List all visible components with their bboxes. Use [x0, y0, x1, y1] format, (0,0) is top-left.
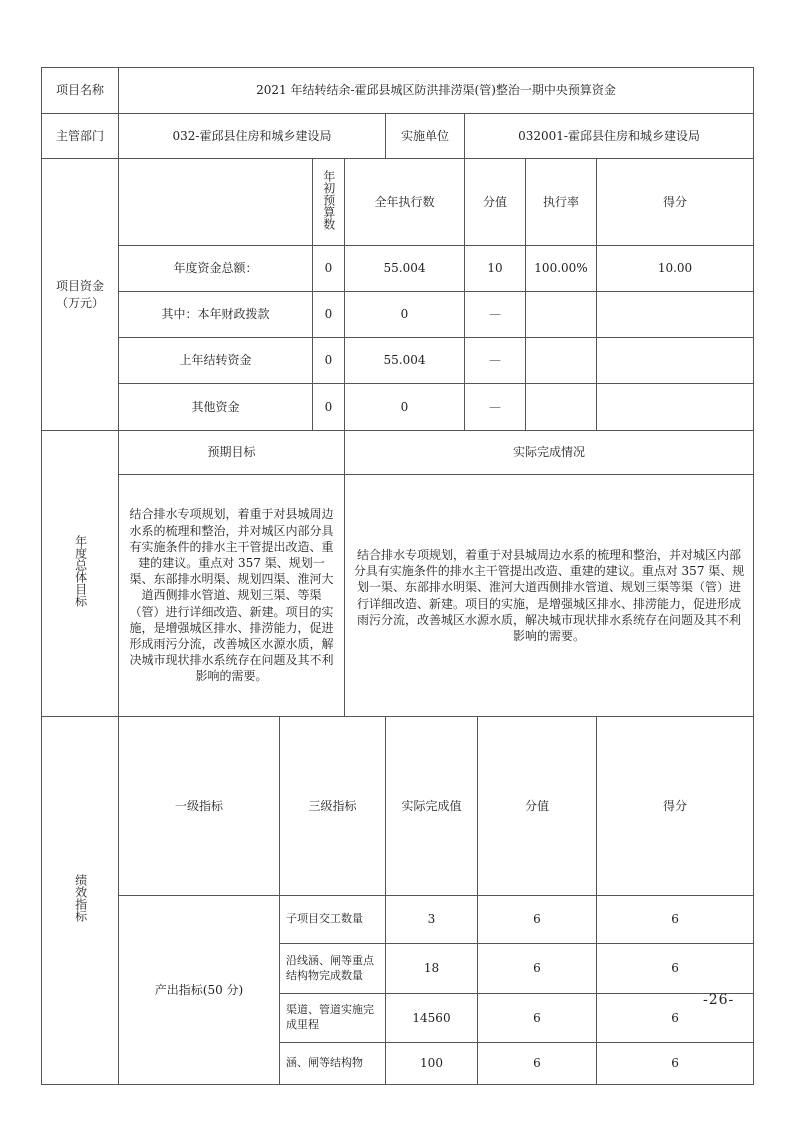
perf-header-score: 得分 — [597, 717, 754, 896]
perf-row-score-value: 6 — [478, 994, 597, 1043]
funding-row-score — [597, 338, 754, 384]
funding-row-initial-budget: 0 — [313, 292, 345, 338]
project-evaluation-table — [41, 67, 754, 1085]
funding-header-row — [42, 159, 754, 246]
perf-row-level3: 渠道、管道实施完成里程 — [280, 994, 386, 1043]
impl-value: 032001-霍邱县住房和城乡建设局 — [465, 114, 754, 159]
perf-row-score-value: 6 — [478, 944, 597, 994]
funding-section-label-line1: 项目资金 — [55, 279, 104, 294]
funding-row-score — [597, 292, 754, 338]
department-row — [42, 114, 754, 159]
page-number: -26- — [703, 992, 735, 1008]
perf-level1-value: 产出指标(50 分) — [119, 896, 280, 1085]
funding-row-annual-execution: 55.004 — [345, 338, 465, 384]
performance-section-label-text: 绩效指标 — [73, 874, 88, 923]
goals-section-label — [42, 431, 119, 717]
perf-header-actual-value: 实际完成值 — [386, 717, 478, 896]
funding-row-label: 其他资金 — [119, 384, 313, 431]
funding-row-score: 10.00 — [597, 246, 754, 292]
funding-row-annual-execution: 0 — [345, 384, 465, 431]
funding-header-annual-execution: 全年执行数 — [345, 159, 465, 246]
dept-value: 032-霍邱县住房和城乡建设局 — [119, 114, 386, 159]
perf-row-level3: 涵、闸等结构物 — [280, 1043, 386, 1085]
funding-row — [42, 384, 754, 431]
initial-budget-header-text: 年初预算数 — [321, 169, 336, 230]
performance-row — [42, 896, 754, 944]
funding-row-label: 上年结转资金 — [119, 338, 313, 384]
actual-completion-header: 实际完成情况 — [345, 431, 754, 475]
funding-section-label-line2: （万元） — [55, 295, 104, 310]
perf-row-score: 6 — [597, 896, 754, 944]
funding-row-annual-execution: 55.004 — [345, 246, 465, 292]
funding-row — [42, 246, 754, 292]
perf-header-level3: 三级指标 — [280, 717, 386, 896]
project-name-row — [42, 68, 754, 114]
perf-row-score: 6 — [597, 1043, 754, 1085]
goals-section-label-text: 年度总体目标 — [73, 535, 88, 608]
impl-label: 实施单位 — [386, 114, 465, 159]
funding-row-execution-rate — [526, 292, 597, 338]
funding-row-score — [597, 384, 754, 431]
funding-header-blank — [119, 159, 313, 246]
dept-label: 主管部门 — [42, 114, 119, 159]
perf-header-level1: 一级指标 — [119, 717, 280, 896]
perf-row-score-value: 6 — [478, 896, 597, 944]
perf-row-actual-value: 100 — [386, 1043, 478, 1085]
funding-row-execution-rate: 100.00% — [526, 246, 597, 292]
perf-row-level3: 沿线涵、闸等重点结构物完成数量 — [280, 944, 386, 994]
funding-row — [42, 338, 754, 384]
funding-row-score-value: — — [465, 384, 526, 431]
funding-row-initial-budget: 0 — [313, 384, 345, 431]
performance-section-label — [42, 717, 119, 1085]
funding-header-score: 得分 — [597, 159, 754, 246]
funding-row-score-value: — — [465, 292, 526, 338]
funding-row-initial-budget: 0 — [313, 338, 345, 384]
actual-completion-text: 结合排水专项规划，着重于对县城周边水系的梳理和整治，并对城区内部分具有实施条件的排水主干管提出改造、重建的建议。重点对 357 渠、规划一渠、东部排水明渠、淮河大道西侧排水管道、规划三渠等渠（管）进行详细改造、新建。项目的实施，是增强城区排水、排涝能力，促进形成雨污分流，改善城区水源水质，解决城市现状排水系统存在问题及其不利影响的需要。 — [345, 475, 754, 717]
funding-row-score-value: — — [465, 338, 526, 384]
funding-row-annual-execution: 0 — [345, 292, 465, 338]
funding-row-initial-budget: 0 — [313, 246, 345, 292]
performance-header-row — [42, 717, 754, 896]
perf-row-level3: 子项目交工数量 — [280, 896, 386, 944]
funding-section-label — [42, 159, 119, 431]
funding-row — [42, 292, 754, 338]
funding-header-score-value: 分值 — [465, 159, 526, 246]
expected-goal-text: 结合排水专项规划，着重于对县城周边水系的梳理和整治，并对城区内部分具有实施条件的排水主干管提出改造、重建的建议。重点对 357 渠、规划一渠、东部排水明渠、规划四渠、淮河大道西侧排水管道、规划三渠、等渠（管）进行详细改造、新建。项目的实施，是增强城区排水、排涝能力，促进形成雨污分流，改善城区水源水质，解决城市现状排水系统存在问题及其不利影响的需要。 — [119, 475, 345, 717]
project-name-label: 项目名称 — [42, 68, 119, 114]
funding-header-initial-budget — [313, 159, 345, 246]
funding-row-execution-rate — [526, 384, 597, 431]
funding-row-score-value: 10 — [465, 246, 526, 292]
perf-row-score: 6 — [597, 994, 754, 1043]
perf-row-actual-value: 3 — [386, 896, 478, 944]
funding-row-execution-rate — [526, 338, 597, 384]
goals-header-row — [42, 431, 754, 475]
perf-row-actual-value: 14560 — [386, 994, 478, 1043]
perf-row-actual-value: 18 — [386, 944, 478, 994]
project-name-value: 2021 年结转结余-霍邱县城区防洪排涝渠(管)整治一期中央预算资金 — [119, 68, 754, 114]
perf-row-score-value: 6 — [478, 1043, 597, 1085]
funding-row-label: 其中：本年财政拨款 — [119, 292, 313, 338]
perf-row-score: 6 — [597, 944, 754, 994]
goals-body-row — [42, 475, 754, 717]
funding-row-label: 年度资金总额： — [119, 246, 313, 292]
funding-header-execution-rate: 执行率 — [526, 159, 597, 246]
expected-goal-header: 预期目标 — [119, 431, 345, 475]
perf-header-score-value: 分值 — [478, 717, 597, 896]
